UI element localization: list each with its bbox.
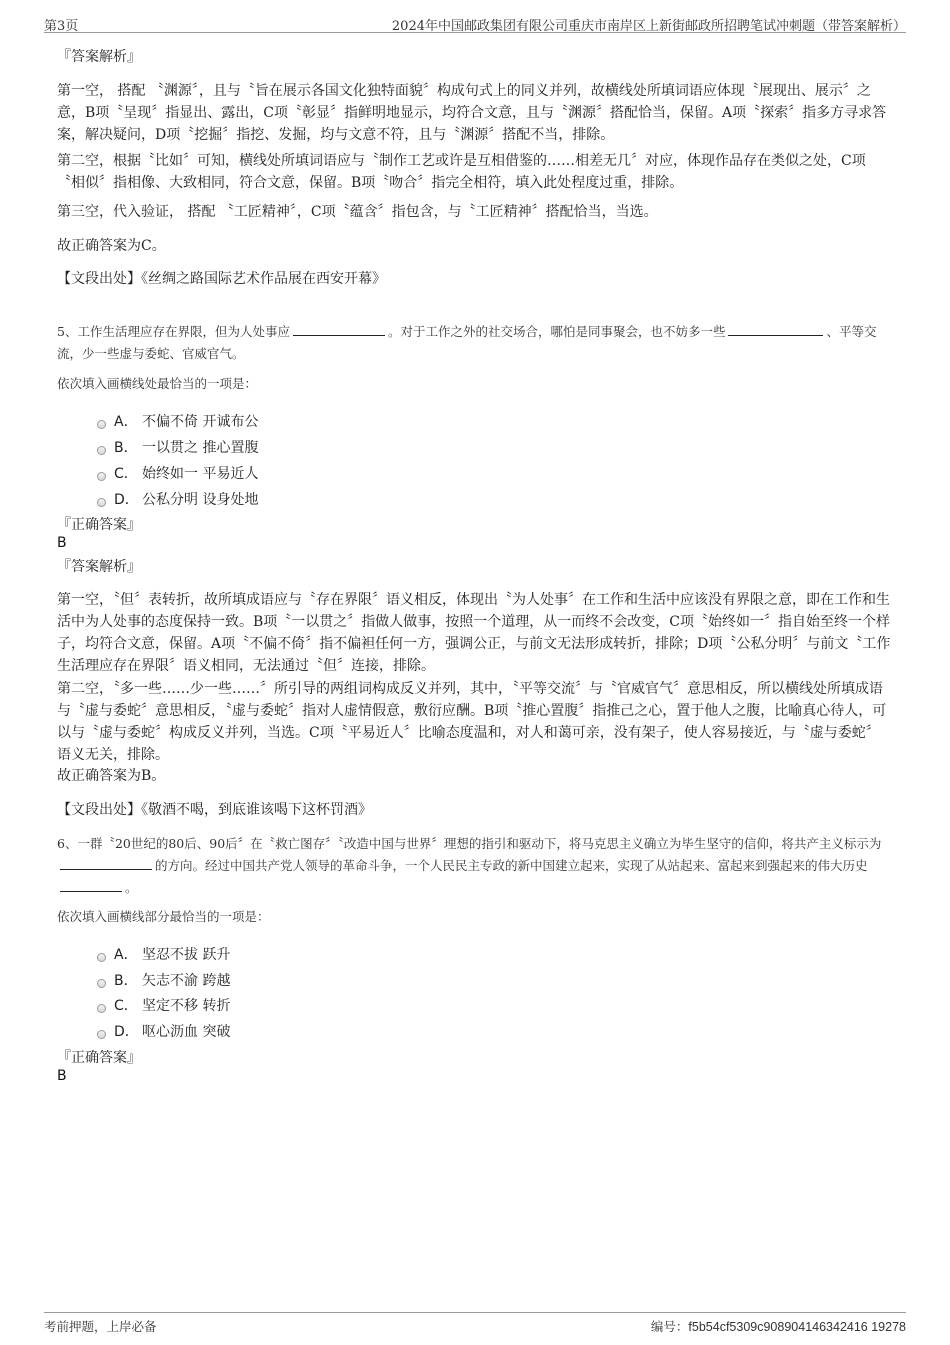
option-b[interactable]: B． 矢志不渝 跨越 <box>97 969 230 991</box>
answer-blank <box>293 323 385 336</box>
option-a[interactable]: A． 不偏不倚 开诚布公 <box>97 410 258 432</box>
page-header <box>44 10 906 33</box>
correct-answer: B <box>57 1068 67 1084</box>
radio-icon[interactable] <box>97 446 106 455</box>
radio-icon[interactable] <box>97 1004 106 1013</box>
footer-slogan: 考前押题，上岸必备 <box>44 1319 157 1334</box>
document-title: 2024年中国邮政集团有限公司重庆市南岸区上新街邮政所招聘笔试冲刺题（带答案解析） <box>391 19 906 34</box>
source-citation: 【文段出处】《丝绸之路国际艺术作品展在西安开幕》 <box>57 271 386 287</box>
question-prompt: 依次填入画横线处最恰当的一项是： <box>57 376 258 391</box>
correct-answer-label: 『正确答案』 <box>57 517 141 533</box>
analysis-paragraph: 第一空，〝但〞表转折，故所填成语应与〝存在界限〞语义相反，体现出〝为人处事〞在工作和生活中应该没有界限之意，即在工作和生活中为人处事的态度保持一致。B项〝一以贯之〞指做人做事，按照一个道理，从一而终不会改变，C项〝始终如一〞指自始至终一个样子，均符合文意，保留。A项〝不偏不倚〞指不偏袒任何一方，强调公正，与前文无法形成转折，排除；D项〝公私分明〞与前文〝工作生活理应存在界限〞语义相同，无法通过〝但〞连接，排除。 <box>57 592 891 674</box>
question-prompt: 依次填入画横线部分最恰当的一项是： <box>57 909 270 924</box>
document-code: 编号：f5b54cf5309c908904146342416 19278 <box>650 1320 906 1334</box>
option-d[interactable]: D． 呕心沥血 突破 <box>97 1020 230 1042</box>
answer-blank <box>60 857 152 870</box>
radio-icon[interactable] <box>97 420 106 429</box>
analysis-label: 『答案解析』 <box>57 49 141 65</box>
answer-blank <box>728 323 823 336</box>
radio-icon[interactable] <box>97 1030 106 1039</box>
option-a[interactable]: A． 坚忍不拔 跃升 <box>97 943 230 965</box>
question-stem-6: 6、一群〝20世纪的80后、90后〞在〝救亡图存〞〝改造中国与世界〞理想的指引和驱动下，将马克思主义确立为毕生坚守的信仰，将共产主义标示为的方向。经过中国共产党人领导的革命斗争，一个人民民主专政的新中国建立起来，实现了从站起来、富起来到强起来的伟大历史。 <box>57 836 882 895</box>
answer-statement: 故正确答案为C。 <box>57 238 166 254</box>
page-footer <box>44 1312 906 1334</box>
page-number: 第3页 <box>44 19 79 34</box>
answer-statement: 故正确答案为B。 <box>57 768 166 784</box>
analysis-paragraph: 第二空，〝多一些……少一些……〞所引导的两组词构成反义并列，其中，〝平等交流〞与〝官威官气〞意思相反，所以横线处所填成语与〝虚与委蛇〞意思相反，〝虚与委蛇〞指对人虚情假意，敷衍应酬。B项〝推心置腹〞指推己之心，置于他人之腹，比喻真心待人，可以与〝虚与委蛇〞构成反义并列，当选。C项〝平易近人〞比喻态度温和，对人和蔼可亲，没有架子，使人容易接近，与〝虚与委蛇〞语义无关，排除。 <box>57 681 887 763</box>
question-stem-5: 5、工作生活理应存在界限，但为人处事应 。对于工作之外的社交场合，哪怕是同事聚会，也不妨多一些 、平等交流，少一些虚与委蛇、官威官气。 <box>57 324 877 361</box>
analysis-label: 『答案解析』 <box>57 559 141 575</box>
option-d[interactable]: D． 公私分明 设身处地 <box>97 488 258 510</box>
radio-icon[interactable] <box>97 498 106 507</box>
answer-blank <box>60 879 122 892</box>
option-b[interactable]: B． 一以贯之 推心置腹 <box>97 436 258 458</box>
radio-icon[interactable] <box>97 472 106 481</box>
analysis-paragraph: 第二空，根据〝比如〞可知，横线处所填词语应与〝制作工艺或许是互相借鉴的……相差无几〞对应，体现作品存在类似之处，C项〝相似〞指相像、大致相同，符合文意，保留。B项〝吻合〞指完全相符，填入此处程度过重，排除。 <box>57 153 866 191</box>
correct-answer: B <box>57 535 67 551</box>
analysis-paragraph: 第三空，代入验证， 搭配 〝工匠精神〞，C项〝蕴含〞指包含，与〝工匠精神〞搭配恰当，当选。 <box>57 204 658 220</box>
correct-answer-label: 『正确答案』 <box>57 1050 141 1066</box>
radio-icon[interactable] <box>97 953 106 962</box>
option-c[interactable]: C． 坚定不移 转折 <box>97 994 230 1016</box>
analysis-paragraph: 第一空， 搭配 〝渊源〞，且与〝旨在展示各国文化独特面貌〞构成句式上的同义并列，故横线处所填词语应体现〝展现出、展示〞之意，B项〝呈现〞指显出、露出，C项〝彰显〞指鲜明地显示，均符合文意，且与〝渊源〞搭配恰当，保留。A项〝探索〞指多方寻求答案，解决疑问，D项〝挖掘〞指挖、发掘，均与文意不符，且与〝渊源〞搭配不当，排除。 <box>57 83 887 143</box>
source-citation: 【文段出处】《敬酒不喝，到底谁该喝下这杯罚酒》 <box>57 802 372 818</box>
option-c[interactable]: C． 始终如一 平易近人 <box>97 462 258 484</box>
radio-icon[interactable] <box>97 979 106 988</box>
